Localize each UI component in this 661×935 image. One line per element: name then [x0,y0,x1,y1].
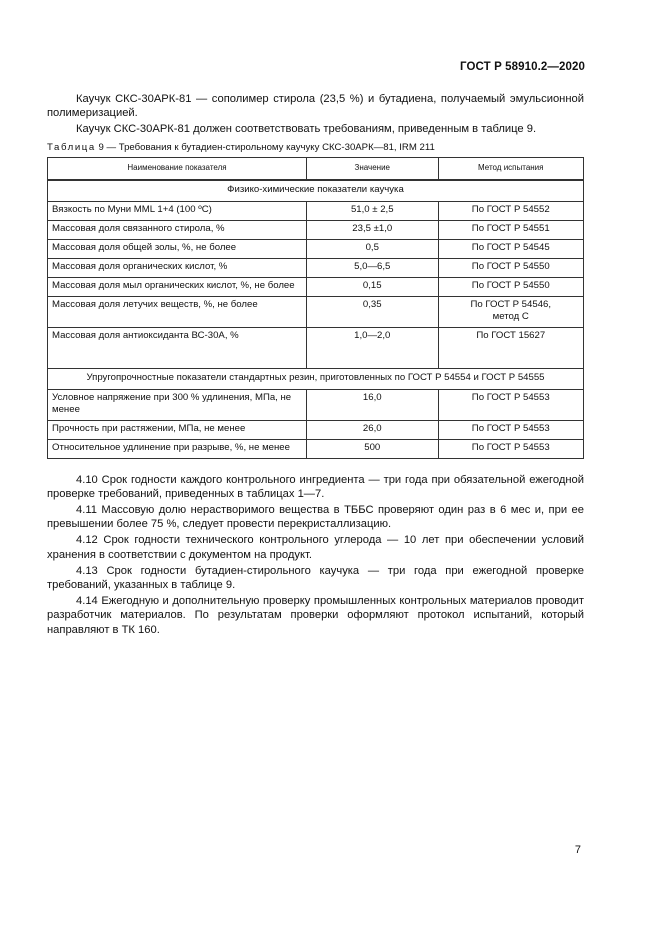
cell-value: 1,0—2,0 [307,327,439,368]
page-number: 7 [574,844,581,856]
cell-name: Массовая доля мыл органических кислот, %, не более [48,277,307,296]
clause-4-14: 4.14 Ежегодную и дополнительную проверку промышленных контрольных материалов проводит разработчик материалов. По результатам проверки оформляют протокол испытаний, который направляют в ТК 160. [47,595,584,636]
table-caption-label: Таблица [47,141,96,153]
cell-value: 26,0 [307,420,439,439]
cell-value: 16,0 [307,389,439,420]
cell-value: 5,0—6,5 [307,258,439,277]
cell-value: 0,15 [307,277,439,296]
cell-name: Массовая доля органических кислот, % [48,258,307,277]
cell-method-line-2: метод С [492,310,529,322]
cell-name: Массовая доля связанного стирола, % [48,220,307,239]
table-row [48,277,584,296]
table-row [48,201,584,220]
table-row [48,420,584,439]
cell-name: Относительное удлинение при разрыве, %, не менее [48,439,307,458]
cell-name: Вязкость по Муни MML 1+4 (100 ºС) [48,201,307,220]
cell-name: Массовая доля общей золы, %, не более [48,239,307,258]
document-code: ГОСТ Р 58910.2—2020 [460,61,585,73]
requirements-table [47,157,584,459]
cell-method: По ГОСТ Р 54553 [438,389,583,420]
intro-paragraph-1: Каучук СКС-30АРК-81 — сополимер стирола (23,5 %) и бутадиена, получаемый эмульсионной полимеризацией. [47,93,584,120]
cell-name: Прочность при растяжении, МПа, не менее [48,420,307,439]
table-caption [47,142,584,154]
table-row [48,296,584,327]
cell-value: 23,5 ±1,0 [307,220,439,239]
cell-name: Массовая доля летучих веществ, %, не более [48,296,307,327]
cell-name: Условное напряжение при 300 % удлинения, МПа, не менее [48,389,307,420]
table-caption-number: 9 [98,141,104,153]
header-indicator: Наименование показателя [48,157,307,180]
table-row [48,327,584,368]
cell-method: По ГОСТ 15627 [438,327,583,368]
cell-method: По ГОСТ Р 54553 [438,420,583,439]
cell-value: 0,5 [307,239,439,258]
cell-method: По ГОСТ Р 54553 [438,439,583,458]
clause-4-12: 4.12 Срок годности технического контрольного углерода — 10 лет при обеспечении условий хранения в соответствии с документом на продукт. [47,534,584,561]
header-method: Метод испытания [438,157,583,180]
cell-method: По ГОСТ Р 54545 [438,239,583,258]
section-title-physchem: Физико-химические показатели каучука [48,180,584,202]
table-row [48,220,584,239]
clauses-block [47,473,584,637]
cell-method: По ГОСТ Р 54552 [438,201,583,220]
table-row [48,258,584,277]
cell-value: 500 [307,439,439,458]
cell-value: 0,35 [307,296,439,327]
header-value: Значение [307,157,439,180]
clause-4-10: 4.10 Срок годности каждого контрольного ингредиента — три года при обязательной ежегодной проверке требований, приведенных в таблицах 1—7. [47,473,584,500]
table-header-row [48,157,584,180]
cell-value: 51,0 ± 2,5 [307,201,439,220]
page-content [47,92,584,637]
clause-4-13: 4.13 Срок годности бутадиен-стирольного каучука — три года при ежегодной проверке требований, указанных в таблице 9. [47,564,584,592]
table-row [48,439,584,458]
cell-method: По ГОСТ Р 54550 [438,258,583,277]
section-row [48,180,584,202]
cell-method: По ГОСТ Р 54550 [438,277,583,296]
cell-method: По ГОСТ Р 54551 [438,220,583,239]
cell-method [438,296,583,327]
table-row [48,239,584,258]
section-row [48,368,584,389]
section-title-elastic: Упругопрочностные показатели стандартных резин, приготовленных по ГОСТ Р 54554 и ГОСТ Р 54555 [48,368,584,389]
table-caption-text: — Требования к бутадиен-стирольному каучуку СКС-30АРК—81, IRM 211 [103,141,435,153]
table-row [48,389,584,420]
intro-paragraph-2: Каучук СКС-30АРК-81 должен соответствовать требованиям, приведенным в таблице 9. [76,123,537,136]
clause-4-11: 4.11 Массовую долю нерастворимого вещества в ТББС проверяют один раз в 6 мес и, при ее превышении более 75 %, следует провести перекристаллизацию. [47,504,584,531]
cell-method-line-1: По ГОСТ Р 54546, [470,298,552,310]
cell-name: Массовая доля антиоксиданта ВС-30А, % [48,327,307,368]
